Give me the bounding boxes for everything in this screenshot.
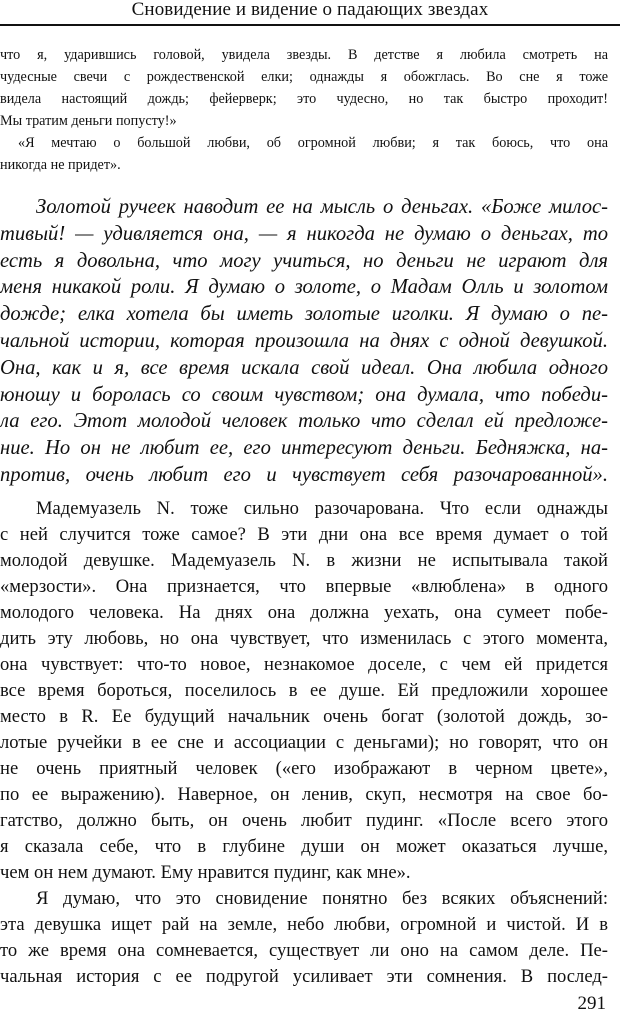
body-paragraph-2 xyxy=(0,886,608,990)
quote-line: никогда не придет». xyxy=(0,157,121,173)
paragraph-line: то же время она сомневается, существует ли оно на самом деле. Пе- xyxy=(0,940,608,961)
page-number: 291 xyxy=(577,993,606,1014)
paragraph-line: место в R. Ее будущий начальник очень богат (золотой дождь, зо- xyxy=(0,706,608,727)
paragraph-line: гатство, должно быть, он очень любит пудинг. «После всего этого xyxy=(0,810,608,831)
body-paragraph-1 xyxy=(0,496,608,886)
quote-line: чудесные свечи с рождественской елки; однажды я обожглась. Во сне я тоже xyxy=(0,69,608,85)
paragraph-line: против, очень любит его и чувствует себя разочарованной». xyxy=(0,463,608,486)
quote-line: Мы тратим деньги попусту!» xyxy=(0,113,177,129)
paragraph-line: Золотой ручеек наводит ее на мысль о деньгах. «Боже милос- xyxy=(36,196,608,218)
paragraph-line: чем он нем думают. Ему нравится пудинг, как мне». xyxy=(0,862,411,883)
header-rule xyxy=(0,24,620,26)
paragraph-line: дожде; елка хотела бы иметь золотые иголки. Я думаю о пе- xyxy=(0,303,608,326)
paragraph-line: все время бороться, поселилось в ее душе. Ей предложили хорошее xyxy=(0,680,608,701)
paragraph-line: я сказала себе, что в глубине души он может оказаться лучше, xyxy=(0,836,608,857)
paragraph-line: она чувствует: что-то новое, незнакомое доселе, с чем ей придется xyxy=(0,654,608,675)
paragraph-line: не очень приятный человек («его изображают в черном цвете», xyxy=(0,758,608,779)
paragraph-line: Мадемуазель N. тоже сильно разочарована. Что если однажды xyxy=(36,498,608,519)
paragraph-line: «мерзости». Она признается, что впервые «влюблена» в одного xyxy=(0,576,608,597)
paragraph-line: Я думаю, что это сновидение понятно без всяких объяснений: xyxy=(36,888,608,909)
italic-paragraph xyxy=(0,194,608,489)
paragraph-line: по ее выражению). Наверное, он ленив, скуп, несмотря на свое бо- xyxy=(0,784,608,805)
paragraph-line: меня никакой роли. Я думаю о золоте, о Мадам Олль и золотом xyxy=(0,276,608,299)
paragraph-line: эта девушка ищет рай на земле, небо любви, огромной и чистой. И в xyxy=(0,914,608,935)
paragraph-line: ние. Но он не любит ее, его интересуют деньги. Бедняжка, на- xyxy=(0,437,608,460)
quote-line: что я, ударившись головой, увидела звезды. В детстве я любила смотреть на xyxy=(0,47,608,63)
quote-line: видела настоящий дождь; фейерверк; это чудесно, но так быстро проходит! xyxy=(0,91,608,107)
paragraph-line: тивый! — удивляется она, — я никогда не думаю о деньгах, то xyxy=(0,222,608,245)
quote-block xyxy=(0,44,608,176)
paragraph-line: с ней случится тоже самое? В эти дни она все время думает о той xyxy=(0,524,608,545)
quote-line: «Я мечтаю о большой любви, об огромной любви; я так боюсь, что она xyxy=(18,135,608,151)
paragraph-line: чальная история с ее подругой усиливает эти сомнения. В послед- xyxy=(0,966,608,987)
paragraph-line: чальной истории, которая произошла на днях с одной девушкой. xyxy=(0,329,608,352)
paragraph-line: юношу и боролась со своим чувством; она думала, что победи- xyxy=(0,383,608,406)
paragraph-line: молодой девушке. Мадемуазель N. в жизни не испытывала такой xyxy=(0,550,608,571)
running-head: Сновидение и видение о падающих звездах xyxy=(131,0,489,20)
paragraph-line: есть я довольна, что могу учиться, но деньги не играют для xyxy=(0,249,608,272)
paragraph-line: молодого человека. На днях она должна уехать, она сумеет побе- xyxy=(0,602,608,623)
paragraph-line: ла его. Этот молодой человек только что сделал ей предложе- xyxy=(0,410,608,433)
paragraph-line: лотые ручейки в ее сне и ассоциации с деньгами); но говорят, что он xyxy=(0,732,608,753)
paragraph-line: дить эту любовь, но она чувствует, что изменилась с этого момента, xyxy=(0,628,608,649)
paragraph-line: Она, как и я, все время искала свой идеал. Она любила одного xyxy=(0,356,608,379)
